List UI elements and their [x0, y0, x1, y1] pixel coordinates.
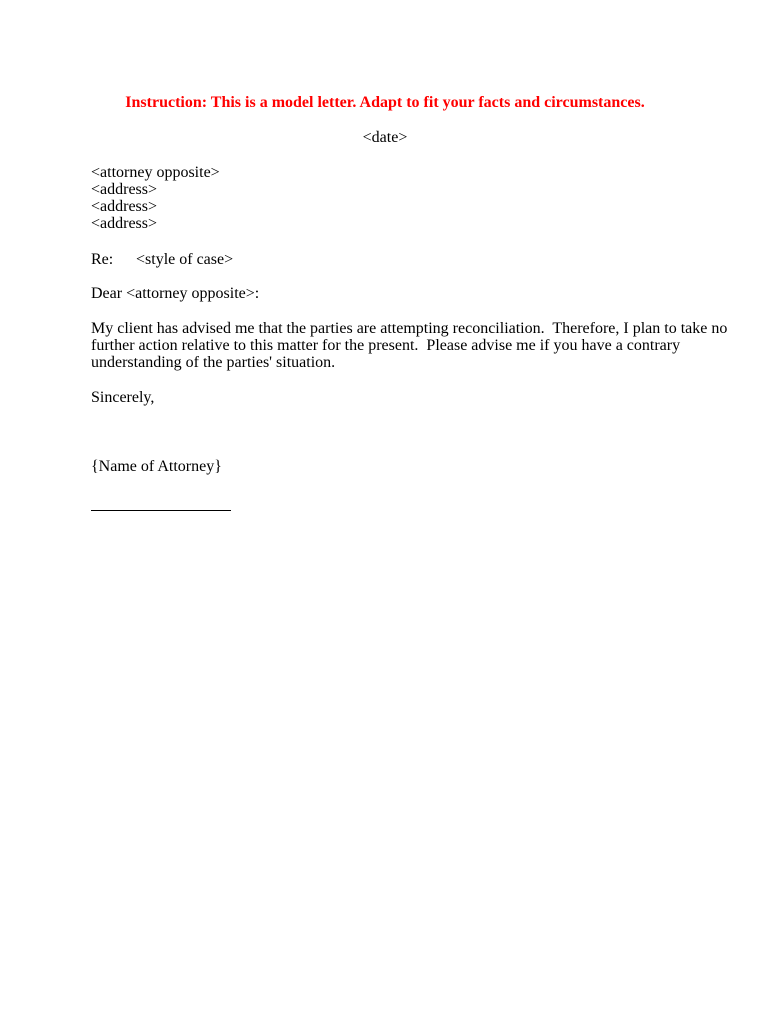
recipient-name: <attorney opposite> — [91, 164, 220, 181]
signature-line — [91, 510, 231, 511]
recipient-address-line-3: <address> — [91, 215, 158, 232]
instruction-text: Instruction: This is a model letter. Adapt to fit your facts and circumstances. — [125, 94, 645, 111]
body-line-1: My client has advised me that the parties are attempting reconciliation. Therefore, I plan to take no — [91, 320, 728, 337]
re-label: Re: — [91, 251, 114, 268]
signature-name: {Name of Attorney} — [91, 458, 222, 475]
recipient-address-line-1: <address> — [91, 181, 158, 198]
body-line-2: further action relative to this matter for the present. Please advise me if you have a contrary — [91, 337, 681, 354]
closing: Sincerely, — [91, 389, 155, 406]
body-line-3: understanding of the parties' situation. — [91, 354, 336, 371]
salutation: Dear <attorney opposite>: — [91, 285, 260, 302]
re-value: <style of case> — [136, 251, 234, 268]
recipient-address-line-2: <address> — [91, 198, 158, 215]
letter-date: <date> — [362, 129, 408, 146]
